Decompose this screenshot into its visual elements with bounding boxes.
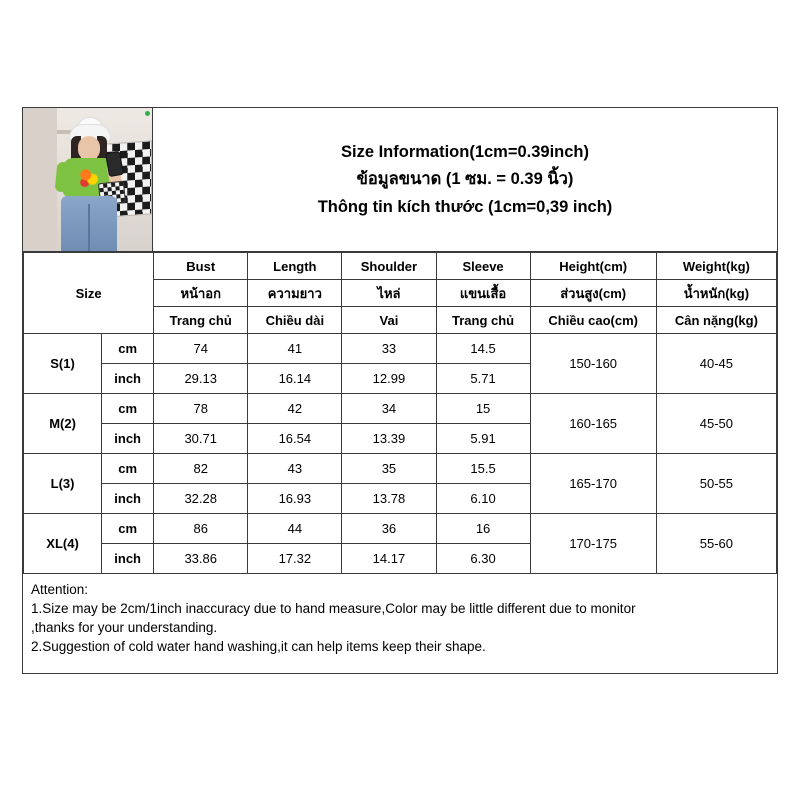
col-sleeve-en: Sleeve xyxy=(436,253,530,280)
sleeve-cm: 14.5 xyxy=(436,334,530,364)
sleeve-cm: 15 xyxy=(436,394,530,424)
size-chart xyxy=(22,107,778,674)
chart-header xyxy=(23,108,777,252)
length-cm: 42 xyxy=(248,394,342,424)
col-weight-en: Weight(kg) xyxy=(656,253,776,280)
col-shoulder-en: Shoulder xyxy=(342,253,436,280)
table-row xyxy=(24,454,777,484)
measurements-table xyxy=(23,252,777,574)
weight-range: 45-50 xyxy=(656,394,776,454)
size-column-label: Size xyxy=(24,253,154,334)
shoulder-inch: 12.99 xyxy=(342,364,436,394)
length-inch: 16.54 xyxy=(248,424,342,454)
attention-heading: Attention: xyxy=(31,582,89,597)
unit-cm: cm xyxy=(102,514,154,544)
col-sleeve-vi: Trang chủ xyxy=(436,307,530,334)
col-shoulder-vi: Vai xyxy=(342,307,436,334)
table-row xyxy=(24,514,777,544)
shoulder-inch: 13.39 xyxy=(342,424,436,454)
shoulder-cm: 34 xyxy=(342,394,436,424)
shoulder-inch: 13.78 xyxy=(342,484,436,514)
bust-cm: 82 xyxy=(154,454,248,484)
length-inch: 16.14 xyxy=(248,364,342,394)
length-cm: 43 xyxy=(248,454,342,484)
length-cm: 41 xyxy=(248,334,342,364)
sleeve-inch: 6.10 xyxy=(436,484,530,514)
col-height-en: Height(cm) xyxy=(530,253,656,280)
col-length-en: Length xyxy=(248,253,342,280)
header-row-en xyxy=(24,253,777,280)
shoulder-cm: 35 xyxy=(342,454,436,484)
col-length-vi: Chiều dài xyxy=(248,307,342,334)
table-row xyxy=(24,394,777,424)
sleeve-cm: 16 xyxy=(436,514,530,544)
weight-range: 55-60 xyxy=(656,514,776,574)
length-inch: 17.32 xyxy=(248,544,342,574)
unit-cm: cm xyxy=(102,454,154,484)
sleeve-inch: 5.91 xyxy=(436,424,530,454)
green-dot-marker xyxy=(145,111,150,116)
col-bust-vi: Trang chủ xyxy=(154,307,248,334)
unit-inch: inch xyxy=(102,364,154,394)
bust-inch: 33.86 xyxy=(154,544,248,574)
size-name: S(1) xyxy=(24,334,102,394)
col-bust-en: Bust xyxy=(154,253,248,280)
sleeve-inch: 5.71 xyxy=(436,364,530,394)
col-weight-th: น้ำหนัก(kg) xyxy=(656,280,776,307)
col-height-vi: Chiều cao(cm) xyxy=(530,307,656,334)
col-length-th: ความยาว xyxy=(248,280,342,307)
height-range: 165-170 xyxy=(530,454,656,514)
attention-line-3: 2.Suggestion of cold water hand washing,it can help items keep their shape. xyxy=(31,639,486,655)
height-range: 150-160 xyxy=(530,334,656,394)
bust-inch: 30.71 xyxy=(154,424,248,454)
product-photo xyxy=(23,108,153,251)
col-height-th: ส่วนสูง(cm) xyxy=(530,280,656,307)
size-name: XL(4) xyxy=(24,514,102,574)
attention-block xyxy=(23,574,777,665)
weight-range: 50-55 xyxy=(656,454,776,514)
unit-inch: inch xyxy=(102,544,154,574)
table-row xyxy=(24,334,777,364)
height-range: 170-175 xyxy=(530,514,656,574)
title-line-vi: Thông tin kích thước (1cm=0,39 inch) xyxy=(317,197,613,216)
unit-cm: cm xyxy=(102,394,154,424)
bust-inch: 29.13 xyxy=(154,364,248,394)
size-name: L(3) xyxy=(24,454,102,514)
col-shoulder-th: ไหล่ xyxy=(342,280,436,307)
title-line-en: Size Information(1cm=0.39inch) xyxy=(340,142,590,161)
height-range: 160-165 xyxy=(530,394,656,454)
length-cm: 44 xyxy=(248,514,342,544)
shoulder-cm: 36 xyxy=(342,514,436,544)
size-name: M(2) xyxy=(24,394,102,454)
sleeve-cm: 15.5 xyxy=(436,454,530,484)
weight-range: 40-45 xyxy=(656,334,776,394)
title-block xyxy=(153,108,777,251)
length-inch: 16.93 xyxy=(248,484,342,514)
unit-inch: inch xyxy=(102,424,154,454)
col-weight-vi: Cân nặng(kg) xyxy=(656,307,776,334)
bust-cm: 74 xyxy=(154,334,248,364)
shoulder-inch: 14.17 xyxy=(342,544,436,574)
unit-cm: cm xyxy=(102,334,154,364)
shoulder-cm: 33 xyxy=(342,334,436,364)
col-sleeve-th: แขนเสื้อ xyxy=(436,280,530,307)
attention-line-2: ,thanks for your understanding. xyxy=(31,620,218,636)
bust-cm: 78 xyxy=(154,394,248,424)
bust-cm: 86 xyxy=(154,514,248,544)
col-bust-th: หน้าอก xyxy=(154,280,248,307)
sleeve-inch: 6.30 xyxy=(436,544,530,574)
unit-inch: inch xyxy=(102,484,154,514)
attention-line-1: 1.Size may be 2cm/1inch inaccuracy due to hand measure,Color may be little different due to monitor xyxy=(31,601,636,617)
title-line-th: ข้อมูลขนาด (1 ซม. = 0.39 นิ้ว) xyxy=(356,170,574,189)
bust-inch: 32.28 xyxy=(154,484,248,514)
